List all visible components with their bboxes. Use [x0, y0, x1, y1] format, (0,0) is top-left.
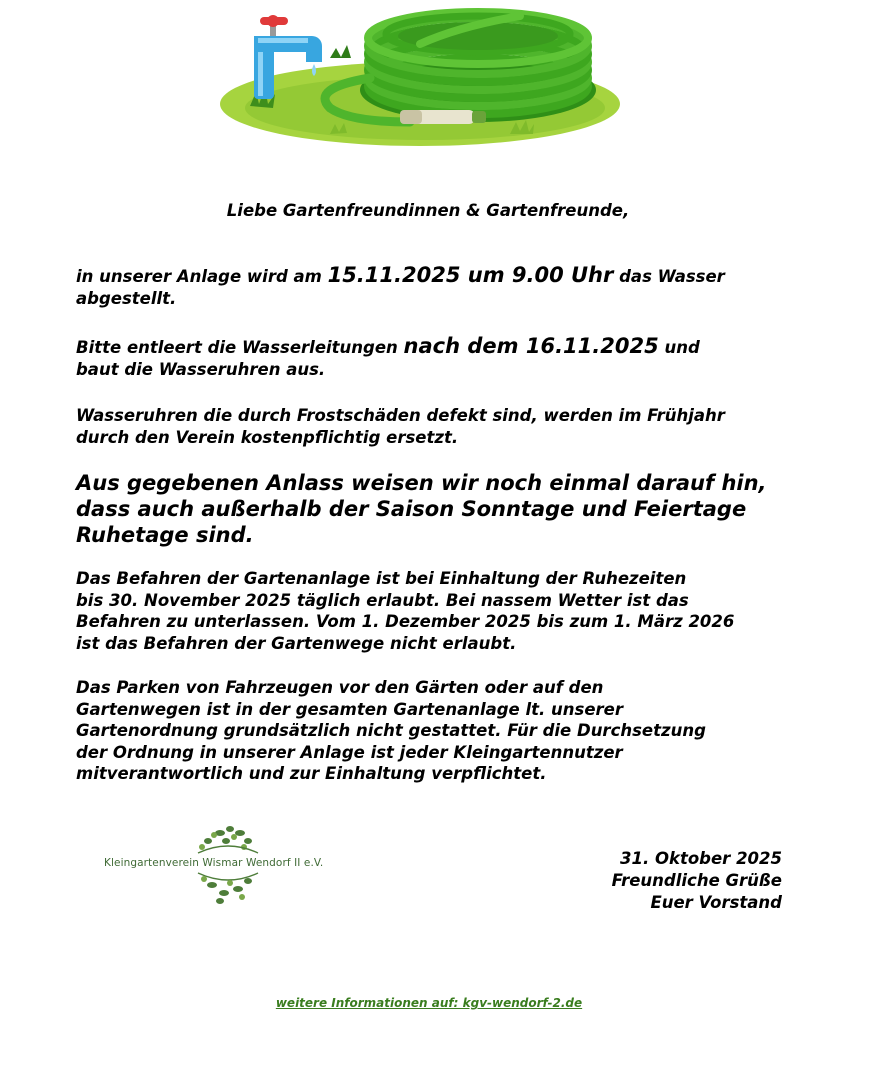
drain-pipes-paragraph: [76, 336, 836, 380]
paragraph-line: Gartenwegen ist in der gesamten Gartenanlage lt. unserer: [76, 699, 624, 719]
closing-greeting: Freundliche Grüße: [611, 871, 782, 890]
club-logo: [102, 823, 354, 907]
paragraph-line: Aus gegebenen Anlass weisen wir noch einmal darauf hin,: [76, 471, 767, 495]
water-meter-paragraph: [76, 405, 836, 448]
paragraph-line: ist das Befahren der Gartenwege nicht erlaubt.: [76, 633, 517, 653]
signature: Euer Vorstand: [650, 893, 782, 912]
text-part: und: [658, 338, 700, 357]
paragraph-line: Befahren zu unterlassen. Vom 1. Dezember 2025 bis zum 1. März 2026: [76, 612, 735, 631]
rest-days-paragraph: [76, 470, 836, 548]
parking-rules-paragraph: [76, 677, 836, 785]
paragraph-line: [76, 336, 836, 359]
closing-block: [612, 848, 782, 914]
paragraph-line: Das Parken von Fahrzeugen vor den Gärten oder auf den: [76, 678, 604, 697]
paragraph-line: Gartenordnung grundsätzlich nicht gestattet. Für die Durchsetzung: [76, 721, 706, 740]
paragraph-line: abgestellt.: [76, 288, 177, 308]
paragraph-line: mitverantwortlich und zur Einhaltung verpflichtet.: [76, 764, 547, 783]
shutoff-date-emphasis: 15.11.2025 um 9.00 Uhr: [327, 263, 614, 287]
paragraph-line: [76, 265, 836, 288]
text-part: das Wasser: [613, 267, 725, 286]
water-shutoff-paragraph: [76, 265, 836, 309]
text-part: Bitte entleert die Wasserleitungen: [76, 338, 404, 357]
club-name: Kleingartenverein Wismar Wendorf II e.V.: [104, 857, 324, 869]
paragraph-line: Wasseruhren die durch Frostschäden defekt sind, werden im Frühjahr: [76, 406, 725, 425]
paragraph-line: Das Befahren der Gartenanlage ist bei Einhaltung der Ruhezeiten: [76, 569, 687, 588]
paragraph-line: durch den Verein kostenpflichtig ersetzt.: [76, 427, 459, 447]
website-link[interactable]: weitere Informationen auf: kgv-wendorf-2.de: [275, 996, 583, 1010]
date: 31. Oktober 2025: [619, 849, 782, 868]
paragraph-line: Ruhetage sind.: [76, 523, 254, 547]
paragraph-line: der Ordnung in unserer Anlage ist jeder Kleingartennutzer: [76, 742, 623, 762]
drain-date-emphasis: nach dem 16.11.2025: [403, 334, 659, 358]
paragraph-line: bis 30. November 2025 täglich erlaubt. Bei nassem Wetter ist das: [76, 590, 689, 610]
paragraph-line: dass auch außerhalb der Saison Sonntage und Feiertage: [76, 497, 747, 521]
paragraph-line: baut die Wasseruhren aus.: [76, 359, 326, 379]
text-part: in unserer Anlage wird am: [76, 267, 328, 286]
driving-rules-paragraph: [76, 568, 836, 654]
garden-hose-illustration: [220, 8, 630, 153]
greeting: Liebe Gartenfreundinnen & Gartenfreunde,: [226, 201, 630, 220]
